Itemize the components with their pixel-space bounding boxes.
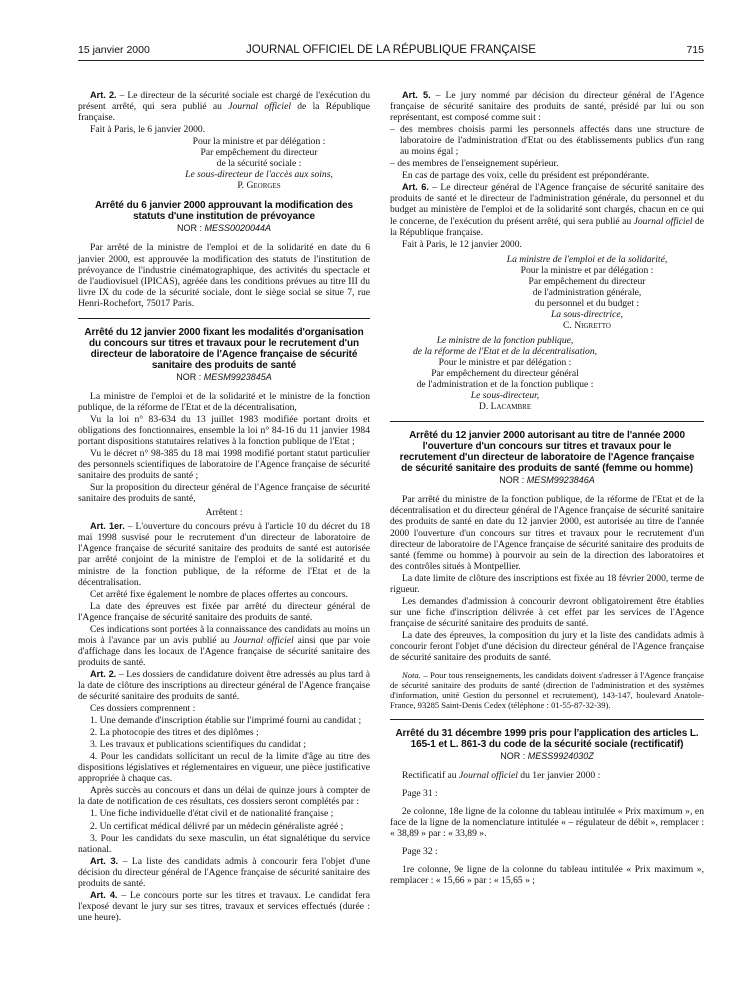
list-item: 3. Pour les candidats du sexe masculin, un état signalétique du service national. xyxy=(78,832,370,855)
art2-paragraph: Art. 2. – Le directeur de la sécurité sociale est chargé de l'exécution du présent arrêté, qui sera publié au Journal officiel de la République française. xyxy=(78,90,370,124)
list-item: 1. Une demande d'inscription établie sur l'imprimé fourni au candidat ; xyxy=(90,715,362,727)
list-item: – des membres de l'enseignement supérieur. xyxy=(390,158,559,170)
arrete-title: Arrêté du 31 décembre 1999 pris pour l'application des articles L. 165-1 et L. 861-3 du code de la sécurité sociale (rectificatif) xyxy=(395,728,699,751)
fait-date: Fait à Paris, le 6 janvier 2000. xyxy=(90,124,206,136)
art6-paragraph: Art. 6. – Le directeur général de l'Agence française de sécurité sanitaire des produits de santé et le directeur de l'administration générale, du personnel et du budget au ministère de l'emploi et de la solidarité sont chargés, chacun en ce qui le concerne, de l'exécution du présent arrêté, qui sera publié au Journal officiel de la République française. xyxy=(390,182,704,238)
list-item: 1. Une fiche individuelle d'état civil et de nationalité française ; xyxy=(90,808,334,820)
paragraph: 2e colonne, 18e ligne de la colonne du tableau intitulée « Prix maximum », en face de la ligne de la nomenclature intitulée « – régulateur de débit », remplacer : « 38,89 » par : « 33,89 ». xyxy=(390,806,704,840)
left-column xyxy=(78,90,370,924)
list-item: – des membres choisis parmi les personnels affectés dans une structure de laboratoire de l'administration d'Etat ou des établissements publics d'un rang au moins égal ; xyxy=(390,124,704,158)
journal-title: JOURNAL OFFICIEL DE LA RÉPUBLIQUE FRANÇAISE xyxy=(246,44,536,56)
page-number: 715 xyxy=(686,44,704,56)
section-divider xyxy=(390,421,704,422)
paragraph: La ministre de l'emploi et de la solidarité et le ministre de la fonction publique, de la réforme de l'Etat et de la décentralisation, xyxy=(78,390,370,413)
page-ref: Page 32 : xyxy=(402,846,438,858)
paragraph: En cas de partage des voix, celle du président est prépondérante. xyxy=(402,170,650,182)
paragraph: Ces indications sont portées à la connaissance des candidats au moins un mois à l'avance par un avis publié au Journal officiel ainsi que par voie d'affichage dans les locaux de l'Agence française de sécurité sanitaire des produits de santé. xyxy=(78,623,370,668)
paragraph: Après succès au concours et dans un délai de quinze jours à compter de la date de notification de ces résultats, ces dossiers seront complétés par : xyxy=(78,785,370,808)
signatory-name: D. Lacambre xyxy=(478,401,532,413)
paragraph: La date limite de clôture des inscriptions est fixée au 18 février 2000, terme de rigueur. xyxy=(390,572,704,595)
signature-block-1: Pour la ministre et par délégation : Par empêchement du directeur de la sécurité sociale : Le sous-directeur de l'accès aux soins, P. Georges xyxy=(78,136,370,191)
page-ref: Page 31 : xyxy=(402,788,438,800)
arrete-title: Arrêté du 12 janvier 2000 fixant les modalités d'organisation du concours sur titres et travaux pour le recrutement d'un directeur de laboratoire de l'Agence française de sécurité sanitaire des produits de santé xyxy=(84,326,364,371)
section-divider xyxy=(78,318,370,319)
nor-reference: NOR : MESS9924030Z xyxy=(500,751,594,762)
art2b-paragraph: Art. 2. – Les dossiers de candidature doivent être adressés au plus tard à la date de clôture des inscriptions au directeur général de l'Agence française de sécurité sanitaire des produits de santé. xyxy=(78,668,370,703)
fait-date: Fait à Paris, le 12 janvier 2000. xyxy=(402,238,522,250)
arrete-title: Arrêté du 12 janvier 2000 autorisant au titre de l'année 2000 l'ouverture d'un concours sur titres et travaux pour le recrutement d'un directeur de laboratoire de l'Agence française de sécurité sanitaire des produits de santé (femme ou homme) xyxy=(399,430,695,475)
signatory-name: P. Georges xyxy=(237,180,281,192)
paragraph: Vu la loi n° 83-634 du 13 juillet 1983 modifiée portant droits et obligations des fonctionnaires, ensemble la loi n° 84-16 du 11 janvier 1984 portant dispositions statutaires relatives à la fonction publique de l'Etat ; xyxy=(78,413,370,447)
paragraph: Ces dossiers comprennent : xyxy=(90,703,196,715)
paragraph: Cet arrêté fixe également le nombre de places offertes au concours. xyxy=(90,588,348,600)
paragraph: Les demandes d'admission à concourir devront obligatoirement être établies sur une fiche d'inscription délivrée à cet effet par les services de l'Agence française de sécurité sanitaire des produits de santé. xyxy=(390,595,704,629)
paragraph: Par arrêté du ministre de la fonction publique, de la réforme de l'Etat et de la décentralisation et du directeur général de l'Agence française de sécurité sanitaire des produits de santé en date du 12 janvier 2000, est autorisée au titre de l'année 2000 l'ouverture d'un concours sur titres et travaux pour le recrutement d'un directeur de laboratoire de l'Agence française de sécurité sanitaire des produits de santé (femme ou homme) à pourvoir au sein de la direction des laboratoires et des contrôles situés à Montpellier. xyxy=(390,494,704,572)
paragraph: Rectificatif au Journal officiel du 1er janvier 2000 : xyxy=(402,770,601,782)
nor-reference: NOR : MESM9923845A xyxy=(176,371,272,382)
list-item: 4. Pour les candidats sollicitant un recul de la limite d'âge au titre des dispositions législatives et réglementaires en vigueur, une pièce justificative appropriée à chaque cas. xyxy=(78,751,370,785)
art4-paragraph: Art. 4. – Le concours porte sur les titres et travaux. Le candidat fera l'exposé devant le jury sur ses titres, travaux et services effectués (durée : une heure). xyxy=(78,889,370,923)
paragraph: La date des épreuves, la composition du jury et la liste des candidats admis à concourir feront l'objet d'une décision du directeur général de l'Agence française de sécurité sanitaire des produits de santé. xyxy=(390,629,704,664)
list-item: 2. Un certificat médical délivré par un médecin généraliste agréé ; xyxy=(90,820,344,832)
section-divider xyxy=(390,719,704,720)
page-header xyxy=(78,44,704,61)
art1-paragraph: Art. 1er. – L'ouverture du concours prévu à l'article 10 du décret du 18 mai 1998 susvisé pour le recrutement d'un directeur de laboratoire de l'Agence française de sécurité sanitaire des produits de santé est autorisée par arrêté conjoint de la ministre de l'emploi et de la solidarité et du ministre de la fonction publique, de la réforme de l'Etat et de la décentralisation. xyxy=(78,521,370,588)
list-item: 2. La photocopie des titres et des diplômes ; xyxy=(90,727,259,739)
art5-paragraph: Art. 5. – Le jury nommé par décision du directeur général de l'Agence française de sécurité sanitaire des produits de santé, présidé par lui ou son représentant, est composé comme suit : xyxy=(390,90,704,124)
arrete-body: Par arrêté de la ministre de l'emploi et de la solidarité en date du 6 janvier 2000, est approuvée la modification des statuts de l'institution de prévoyance de l'industrie cinématographique, des activités du spectacle et de l'audiovisuel (IPICAS), agréée dans les conditions prévues au titre III du livre IX du code de la sécurité sociale, dont le siège social se situe 7, rue Henri-Rochefort, 75017 Paris. xyxy=(78,242,370,309)
paragraph: Vu le décret n° 98-385 du 18 mai 1998 modifié portant statut particulier des personnels scientifiques de laboratoire de l'Agence française de sécurité sanitaire des produits de santé ; xyxy=(78,448,370,482)
art3-paragraph: Art. 3. – La liste des candidats admis à concourir fera l'objet d'une décision du directeur général de l'Agence française de sécurité sanitaire des produits de santé. xyxy=(78,855,370,889)
signature-block-b: Le ministre de la fonction publique, de la réforme de l'Etat et de la décentralisation, Pour le ministre et par délégation : Par empêchement du directeur général de l'administration et de la fonction publique : Le sous-directeur, D. Lacambre xyxy=(390,335,620,412)
paragraph: Sur la proposition du directeur général de l'Agence française de sécurité sanitaire des produits de santé, xyxy=(78,482,370,505)
right-column xyxy=(390,90,704,887)
signatory-name: C. Nigretto xyxy=(563,319,611,331)
arrete-title: Arrêté du 6 janvier 2000 approuvant la modification des statuts d'une institution de prévoyance xyxy=(95,200,353,223)
list-item: 3. Les travaux et publications scientifiques du candidat ; xyxy=(90,739,307,751)
nor-reference: NOR : MESS0020044A xyxy=(176,223,272,234)
header-date: 15 janvier 2000 xyxy=(78,44,150,56)
arretent: Arrêtent : xyxy=(205,507,243,519)
nota: Nota. – Pour tous renseignements, les candidats doivent s'adresser à l'Agence française de sécurité sanitaire des produits de santé (direction de l'administration et des systèmes d'information, unité Gestion du personnel et recrutement), 143-147, boulevard Anatole-France, 93285 Saint-Denis Cedex (téléphone : 01-55-87-32-39). xyxy=(390,670,704,711)
nor-reference: NOR : MESM9923846A xyxy=(499,475,595,486)
paragraph: La date des épreuves est fixée par arrêté du directeur général de l'Agence française de sécurité sanitaire des produits de santé. xyxy=(78,600,370,623)
paragraph: 1re colonne, 9e ligne de la colonne du tableau intitulée « Prix maximum », remplacer : « 15,66 » par : « 15,65 » ; xyxy=(390,864,704,887)
signature-block-a: La ministre de l'emploi et de la solidarité, Pour la ministre et par délégation : Par empêchement du directeur de l'administration générale, du personnel et du budget : La sous-directrice, C. Nigretto xyxy=(390,254,704,331)
